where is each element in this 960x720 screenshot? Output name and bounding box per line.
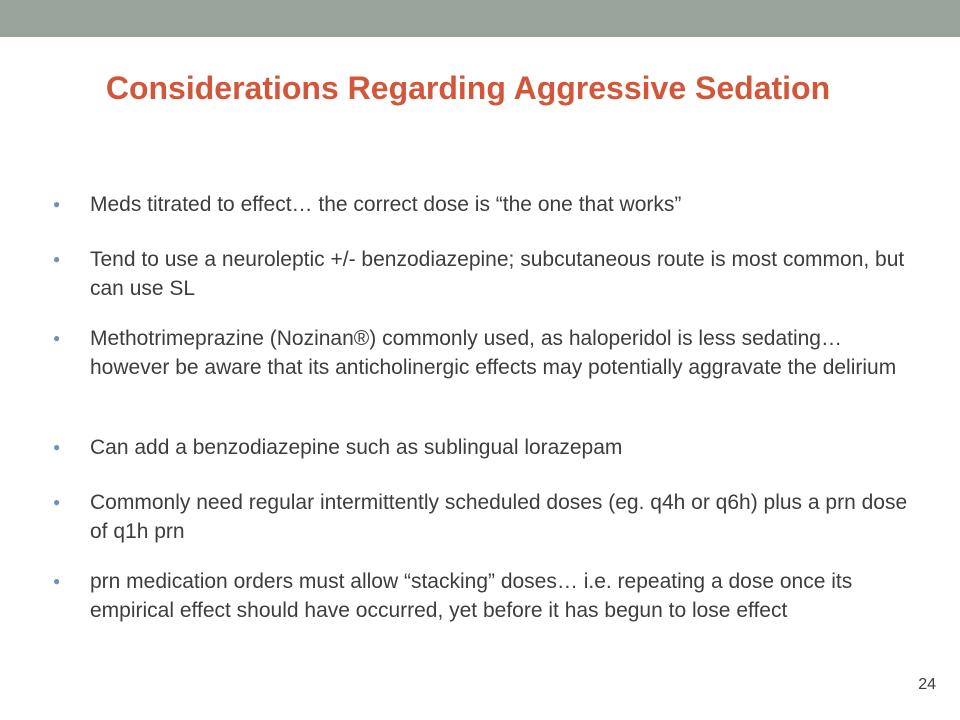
bullet-item: [52, 433, 912, 462]
bullet-item: [52, 190, 912, 219]
bullet-dot-icon: ●: [53, 252, 61, 266]
bullet-item: [52, 488, 912, 546]
bullet-dot-icon: ●: [53, 197, 61, 211]
slide-title: Considerations Regarding Aggressive Sedation: [105, 70, 831, 106]
bullet-dot-icon: ●: [53, 574, 61, 588]
bullet-text: Can add a benzodiazepine such as sublingual lorazepam: [90, 436, 623, 459]
bullet-item: [52, 245, 912, 303]
bullet-text: Meds titrated to effect… the correct dose is “the one that works”: [90, 193, 682, 216]
bullet-text: Commonly need regular intermittently scheduled doses (eg. q4h or q6h) plus a prn dose of q1h prn: [90, 491, 908, 543]
bullet-item: [52, 567, 912, 625]
bullet-text: prn medication orders must allow “stacking” doses… i.e. repeating a dose once its empirical effect should have occurred, yet before it has begun to lose effect: [90, 570, 853, 622]
page-number: 24: [918, 676, 936, 693]
bullet-item: [52, 324, 912, 382]
bullet-dot-icon: ●: [53, 495, 61, 509]
bullet-dot-icon: ●: [53, 331, 61, 345]
bullet-dot-icon: ●: [53, 440, 61, 454]
bullet-text: Methotrimeprazine (Nozinan®) commonly used, as haloperidol is less sedating… however be aware that its anticholinergic effects may potentially aggravate the delirium: [90, 327, 897, 379]
top-decorative-bar: [0, 0, 960, 37]
bullet-text: Tend to use a neuroleptic +/- benzodiazepine; subcutaneous route is most common, but can use SL: [90, 248, 905, 300]
